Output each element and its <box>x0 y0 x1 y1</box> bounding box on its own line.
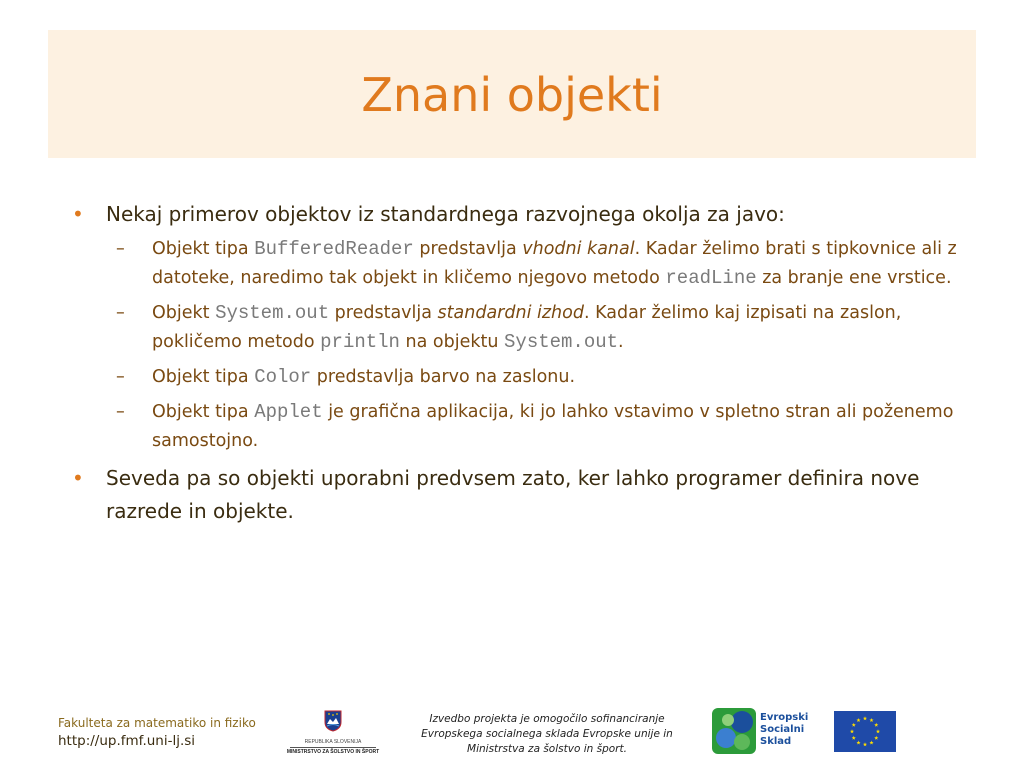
ministry-logo <box>280 710 386 754</box>
sub-bullet-item <box>72 398 972 456</box>
emphasis-text: vhodni kanal <box>522 239 635 259</box>
funding-note-line: Ministrstva za šolstvo in šport. <box>467 743 627 755</box>
sub-bullet-text: predstavlja <box>329 303 438 323</box>
bullet-text: Nekaj primerov objektov iz standardnega razvojnega okolja za javo: <box>106 202 785 226</box>
sub-bullet-marker: – <box>116 303 125 323</box>
sub-bullet-text: predstavlja barvo na zaslonu. <box>311 367 576 387</box>
eu-flag-icon <box>834 711 896 752</box>
slide-title: Znani objekti <box>361 68 663 122</box>
title-band <box>48 30 976 158</box>
sub-bullet-text: na objektu <box>399 332 505 352</box>
ministry-republic: REPUBLIKA SLOVENIJA <box>304 739 362 745</box>
sub-bullet-text: . Kadar želimo kaj izpisati na zaslon, pokličemo metodo <box>152 303 902 352</box>
footer-institution <box>58 716 256 749</box>
code-identifier: println <box>320 331 400 353</box>
code-identifier: Applet <box>254 401 323 423</box>
emphasis-text: standardni izhod <box>437 303 584 323</box>
sub-bullet-marker: – <box>116 402 125 422</box>
esf-logo-text <box>760 712 808 748</box>
sub-bullet-text: predstavlja <box>413 239 523 259</box>
ministry-name: MINISTRSTVO ZA ŠOLSTVO IN ŠPORT <box>286 749 380 755</box>
bullet-marker: • <box>72 466 84 490</box>
sub-bullet-text: je grafična aplikacija, ki jo lahko vstavimo v spletno stran ali poženemo samostojno. <box>152 402 954 451</box>
code-identifier: readLine <box>665 267 757 289</box>
sub-bullet-text: za branje ene vrstice. <box>756 268 952 288</box>
code-identifier: BufferedReader <box>254 238 414 260</box>
esf-logo-icon <box>712 708 756 754</box>
esf-word: Sklad <box>760 736 792 747</box>
bullet-text: Seveda pa so objekti uporabni predvsem zato, ker lahko programer definira nove razrede in objekte. <box>106 466 920 523</box>
sub-bullet-text: . <box>618 332 624 352</box>
sub-bullet-text: Objekt tipa <box>152 239 255 259</box>
sub-bullet-marker: – <box>116 367 125 387</box>
code-identifier: System.out <box>215 302 330 324</box>
funding-note-line: Izvedbo projekta je omogočilo sofinanciranje <box>429 713 665 725</box>
code-identifier: System.out <box>504 331 619 353</box>
sub-bullet-text: Objekt tipa <box>152 402 255 422</box>
sub-bullet-text: . Kadar želimo brati s tipkovnice ali z datoteke, naredimo tak objekt in kličemo njegovo metodo <box>152 239 957 288</box>
bullet-marker: • <box>72 202 84 226</box>
sub-bullet-item <box>72 235 972 293</box>
faculty-url[interactable]: http://up.fmf.uni-lj.si <box>58 733 196 749</box>
sub-bullet-item <box>72 363 972 392</box>
funding-note <box>406 712 688 757</box>
bullet-item <box>72 462 972 528</box>
sub-bullet-item <box>72 299 972 357</box>
funding-note-line: Evropskega socialnega sklada Evropske unije in <box>421 728 673 740</box>
slovenia-crest-icon <box>324 710 342 732</box>
bullet-item <box>72 198 972 231</box>
sub-bullet-marker: – <box>116 239 125 259</box>
slide-content <box>72 198 972 532</box>
sub-bullet-text: Objekt tipa <box>152 367 255 387</box>
ministry-divider <box>290 747 376 748</box>
faculty-name: Fakulteta za matematiko in fiziko <box>58 716 256 730</box>
esf-word: Evropski <box>760 712 809 723</box>
esf-word: Socialni <box>760 724 805 735</box>
sub-bullet-text: Objekt <box>152 303 216 323</box>
code-identifier: Color <box>254 366 312 388</box>
esf-logo <box>712 708 810 754</box>
